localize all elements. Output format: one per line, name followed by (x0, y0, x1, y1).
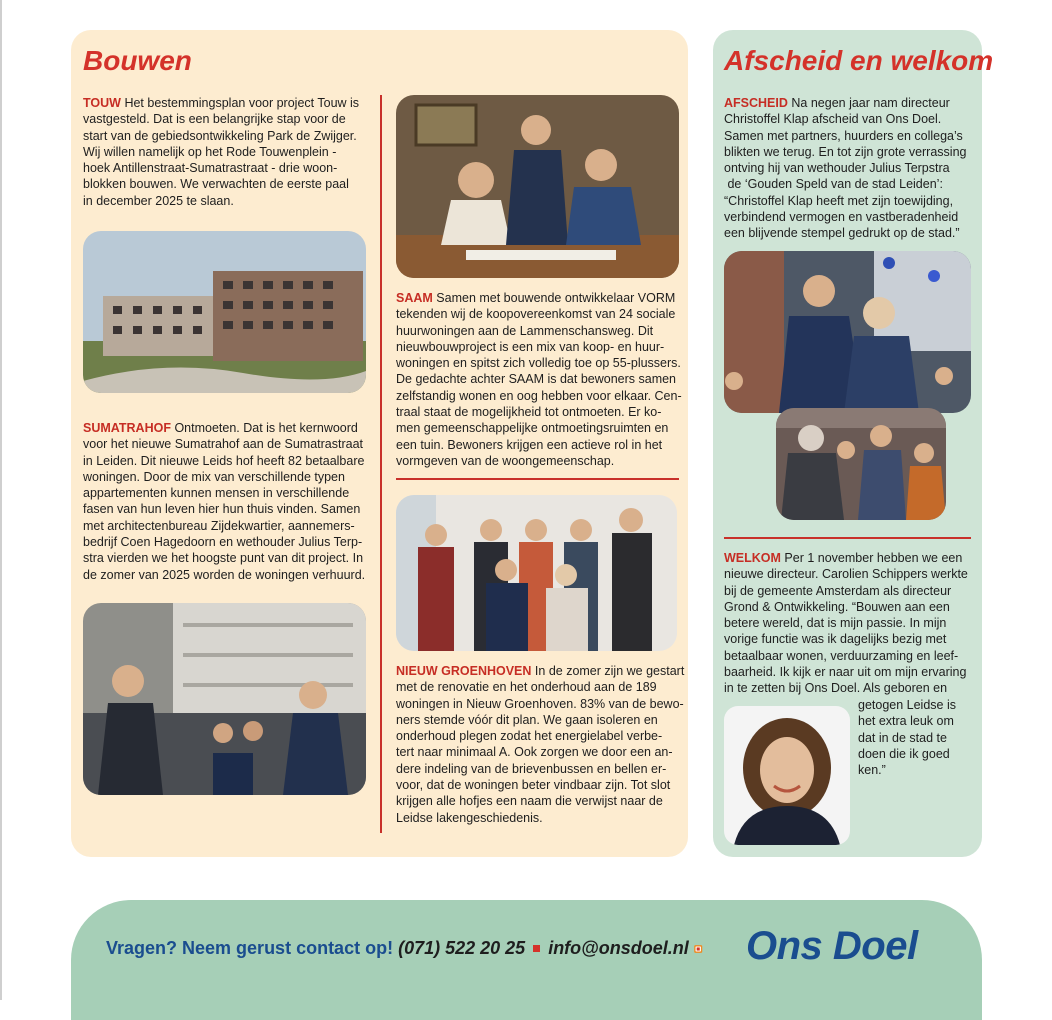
afscheid-pin-photo (724, 251, 971, 413)
saam-line: huurwoningen aan de Lammenschansweg. Dit (396, 323, 654, 338)
phone-number[interactable]: (071) 522 20 25 (398, 938, 526, 958)
column-divider (380, 95, 382, 833)
touw-keyword: TOUW (83, 96, 121, 110)
sumatrahof-line: de zomer van 2025 worden de woningen verhuurd. (83, 567, 366, 582)
saam-line: Samen met bouwende ontwikkelaar VORM (436, 291, 676, 305)
welkom-tail (858, 697, 956, 778)
ons-doel-logo-text: Ons Doel (746, 924, 918, 968)
groenhoven-line: dere indeling van de brievenbussen en bellen er- (396, 761, 667, 776)
touw-line: vastgesteld. Dat is een belangrijke stap voor de (83, 112, 346, 127)
touw-line: blokken bouwen. We verwachten de eerste paal (83, 177, 349, 192)
saam-line: men gemeenschappelijke ontmoetingsruimten en (396, 421, 669, 436)
afscheid-line: Samen met partners, huurders en collega’s (724, 128, 963, 143)
portrait-photo (724, 706, 850, 845)
sumatrahof-line: fasen van hun leven hier hun thuis vinden. Samen (83, 502, 361, 517)
welkom-line: dat in de stad te (858, 730, 947, 745)
groenhoven-keyword: NIEUW GROENHOVEN (396, 664, 532, 678)
saam-line: nieuwbouwproject is een mix van koop- en huur- (396, 339, 665, 354)
saam-line: traal staat de mogelijkheid tot ontmoeten. Er ko- (396, 405, 662, 420)
sumatrahof-line: voor het nieuwe Sumatrahof aan de Sumatrastraat (83, 437, 364, 452)
touw-line: Wij willen namelijk op het Rode Touwenplein - (83, 144, 337, 159)
afscheid-line: Christoffel Klap afscheid van Ons Doel. (724, 112, 942, 127)
welkom-line: baarheid. Ik kijk er naar uit om mijn ervaring (724, 665, 967, 680)
saam-article (396, 290, 682, 469)
welkom-line: ken.” (858, 763, 886, 778)
saam-line: tekenden wij de koopovereenkomst van 24 sociale (396, 307, 676, 322)
saam-line: een tuin. Bewoners krijgen een actieve rol in het (396, 437, 663, 452)
afscheid-line: een blijvende stempel gedrukt op de stad.” (724, 226, 960, 241)
touw-line: in december 2025 te slaan. (83, 193, 234, 208)
contact-question: Vragen? Neem gerust contact op! (106, 938, 394, 958)
page-edge (0, 0, 2, 1000)
touw-render-photo (83, 231, 366, 393)
sumatrahof-line: woningen. Door de mix van verschillende typen (83, 469, 345, 484)
touw-article (83, 95, 359, 209)
groenhoven-line: met de renovatie en het onderhoud aan de 189 (396, 680, 657, 695)
sumatrahof-keyword: SUMATRAHOF (83, 421, 171, 435)
sumatrahof-line: bedrijf Coen Hagedoorn en wethouder Julius Terp- (83, 535, 363, 550)
afscheid-welkom-heading: Afscheid en welkom (724, 45, 994, 76)
welkom-line: Grond & Ontwikkeling. “Bouwen aan een (724, 599, 950, 614)
groenhoven-line: voor, dat de woningen beter vindbaar zijn. Tot slot (396, 778, 671, 793)
groenhoven-line: In de zomer zijn we gestart (534, 664, 685, 678)
sumatrahof-line: Ontmoeten. Dat is het kernwoord (174, 421, 358, 435)
groenhoven-line: ners stemde vóór dit plan. We gaan isoleren en (396, 712, 658, 727)
welkom-line: doen die ik goed (858, 746, 950, 761)
saam-line: woningen en spitst zich volledig toe op 55-plussers. (396, 356, 681, 371)
welkom-keyword: WELKOM (724, 551, 781, 565)
saam-line: vormgeven van de woongemeenschap. (396, 453, 615, 468)
welkom-divider (724, 537, 971, 539)
groenhoven-line: onderhoud plegen zodat het energielabel verbe- (396, 729, 663, 744)
saam-line: zelfstandig wonen en oog hebben voor elkaar. Cen- (396, 388, 682, 403)
afscheid-line: verbindend vermogen en vastberadenheid (724, 210, 959, 225)
separator-square-icon (533, 945, 540, 952)
groenhoven-line: woningen in Nieuw Groenhoven. 83% van de bewo- (396, 696, 684, 711)
section-divider (396, 478, 679, 480)
groenhoven-line: krijgen alle hofjes een naam die verwijst naar de (396, 794, 663, 809)
welkom-line: in te zetten bij Ons Doel. Als geboren en (724, 681, 948, 696)
sumatrahof-line: stra vierden we het hoogste punt van dit project. In (83, 551, 364, 566)
saam-signing-photo (396, 95, 679, 278)
afscheid-group-photo (776, 408, 946, 520)
groenhoven-toast-photo (396, 495, 677, 651)
welkom-line: het extra leuk om (858, 714, 954, 729)
saam-keyword: SAAM (396, 291, 433, 305)
bouwen-heading: Bouwen (83, 45, 192, 76)
touw-line: Het bestemmingsplan voor project Touw is (124, 96, 360, 110)
groenhoven-line: Leidse lakengeschiedenis. (396, 810, 543, 825)
touw-line: start van de gebiedsontwikkeling Park de Zwijger. (83, 128, 357, 143)
sumatrahof-line: appartementen kunnen mensen in verschillende (83, 486, 350, 501)
afscheid-line: blikten we terug. En tot zijn grote verrassing (724, 144, 967, 159)
touw-line: hoek Antillenstraat-Sumatrastraat - drie woon- (83, 161, 338, 176)
welkom-line: vorige functie was ik dagelijks bezig met (724, 632, 947, 647)
groenhoven-article (396, 663, 684, 826)
sumatrahof-line: met architectenbureau Zijdekwartier, aannemers- (83, 518, 355, 533)
welkom-line: betaalbaar wonen, verduurzaming en leef- (724, 648, 959, 663)
afscheid-keyword: AFSCHEID (724, 96, 788, 110)
welkom-line: Per 1 november hebben we een (784, 551, 963, 565)
afscheid-article (724, 95, 966, 242)
welkom-line: getogen Leidse is (858, 698, 956, 712)
ons-doel-logo-icon (694, 926, 740, 972)
contact-line (106, 938, 689, 959)
afscheid-line: de ‘Gouden Speld van de stad Leiden’: (724, 177, 943, 192)
saam-line: De gedachte achter SAAM is dat bewoners samen (396, 372, 677, 387)
welkom-line: betere wereld, dat is mijn passie. In mijn (724, 616, 947, 631)
afscheid-line: Na negen jaar nam directeur (791, 96, 950, 110)
afscheid-line: “Christoffel Klap heeft met zijn toewijding, (724, 193, 954, 208)
welkom-line: nieuwe directeur. Carolien Schippers werkte (724, 567, 968, 582)
groenhoven-line: tert naar minimaal A. Ook zorgen we door een an- (396, 745, 673, 760)
afscheid-line: ontving hij van wethouder Julius Terpstra (724, 161, 950, 176)
sumatrahof-line: in Leiden. Dit nieuwe Leids hof heeft 82 betaalbare (83, 453, 365, 468)
sumatrahof-article (83, 420, 365, 583)
welkom-article (724, 550, 968, 697)
welkom-line: bij de gemeente Amsterdam als directeur (724, 583, 952, 598)
sumatrahof-celebration-photo (83, 603, 366, 795)
email-link[interactable]: info@onsdoel.nl (548, 938, 689, 958)
